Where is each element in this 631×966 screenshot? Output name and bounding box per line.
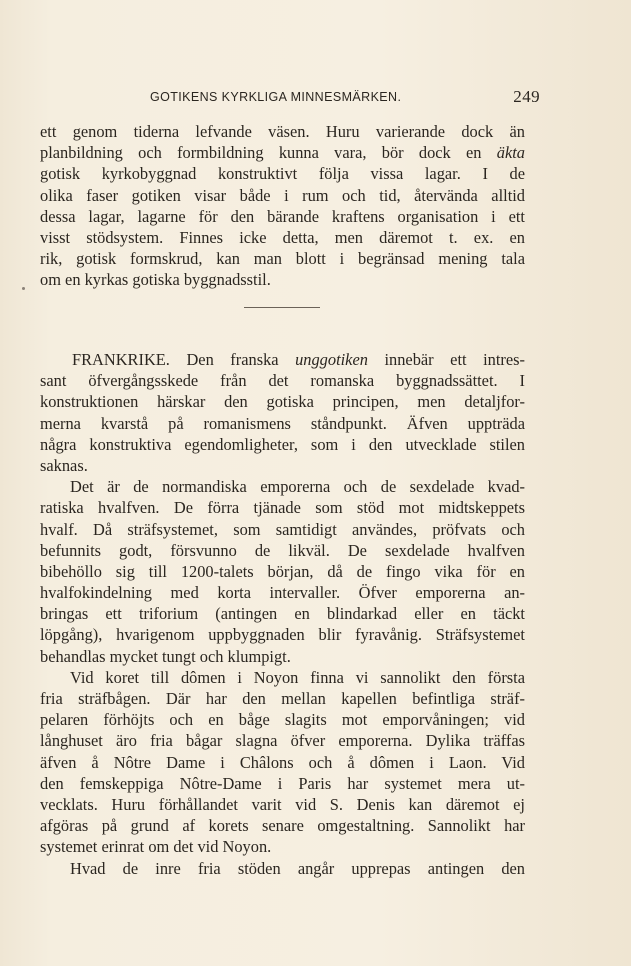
text-line: löpgång), hvarigenom uppbyggnaden blir fyravånig. Sträfsystemet [40, 625, 525, 645]
text-line: några konstruktiva egendomligheter, som i den utvecklade stilen [40, 434, 525, 454]
text-line: saknas. [40, 455, 88, 475]
text-line: äfven å Nôtre Dame i Châlons och å dômen i Laon. Vid [40, 752, 525, 772]
text-line: hvalf. Då sträfsystemet, som samtidigt användes, pröfvats och [40, 519, 525, 539]
text-line: behandlas mycket tungt och klumpigt. [40, 646, 291, 666]
text-line: dessa lagar, lagarne för den bärande kraftens organisation i ett [40, 206, 525, 226]
text-line: vecklats. Huru förhållandet varit vid S. Denis kan däremot ej [40, 794, 525, 814]
text-line: Hvad de inre fria stöden angår upprepas antingen den [70, 858, 525, 878]
running-title: GOTIKENS KYRKLIGA MINNESMÄRKEN. [150, 90, 402, 104]
text-line: bibehöllo sig till 1200-talets början, då de fingo vika för en [40, 561, 525, 581]
text-line: merna kvarstå på romanismens ståndpunkt. Äfven uppträda [40, 413, 525, 433]
text-line: afgöras på grund af korets senare omgestaltning. Sannolikt har [40, 816, 525, 836]
text-line: olika faser gotiken visar både i rum och tid, återvända alltid [40, 185, 525, 205]
text-line: gotisk kyrkobyggnad konstruktivt följa vissa lagar. I de [40, 164, 525, 184]
page-number: 249 [513, 87, 540, 106]
text-line: bringas ett triforium (antingen en blindarkad eller en täckt [40, 604, 525, 624]
margin-mark [22, 287, 25, 290]
text-line: pelaren förhöjts och en båge slagits mot emporvåningen; vid [40, 710, 525, 730]
italic-word: äkta [496, 143, 525, 163]
text-line: om en kyrkas gotiska byggnadsstil. [40, 270, 271, 290]
text-line: ett genom tiderna lefvande väsen. Huru varierande dock än [40, 122, 525, 141]
text-line: långhuset äro fria bågar slagna öfver emporerna. Dylika träffas [40, 731, 525, 751]
text-line: rik, gotisk formskrud, kan man blott i begränsad mening tala [40, 249, 525, 269]
text-line: Det är de normandiska emporerna och de sexdelade kvad- [70, 477, 525, 497]
section-frankrike [40, 349, 525, 879]
text-line: systemet erinrat om det vid Noyon. [40, 837, 272, 857]
text-line: Vid koret till dômen i Noyon finna vi sannolikt den första [70, 667, 525, 687]
text-line: visst stödsystem. Finnes icke detta, men däremot t. ex. en [40, 227, 525, 247]
text-line: hvalfokindelning med korta intervaller. Öfver emporerna an- [40, 583, 525, 603]
text-line: fria sträfbågen. Där har den mellan kapellen befintliga sträf- [40, 689, 525, 708]
text-line: befunnits godt, försvunno de likväl. De sexdelade hvalfven [40, 540, 525, 560]
text-line: den femskeppiga Nôtre-Dame i Paris har systemet mera ut- [40, 773, 525, 793]
italic-term: unggotiken [295, 350, 368, 369]
text-line: planbildning och formbildning kunna vara, bör dock en äkta [40, 143, 525, 163]
text-line: ratiska hvalfven. De förra tjänade som stöd mot midtskeppets [40, 498, 525, 518]
text-line: konstruktionen härskar den gotiska principen, men detaljfor- [40, 392, 525, 412]
section-heading-line: FRANKRIKE. Den franska unggotiken innebär ett intres- [72, 350, 525, 369]
text-line: sant öfvergångsskede från det romanska byggnadssättet. I [40, 371, 525, 391]
section-heading: FRANKRIKE. [72, 350, 170, 369]
paragraph-1 [40, 121, 525, 291]
section-divider [244, 307, 320, 308]
